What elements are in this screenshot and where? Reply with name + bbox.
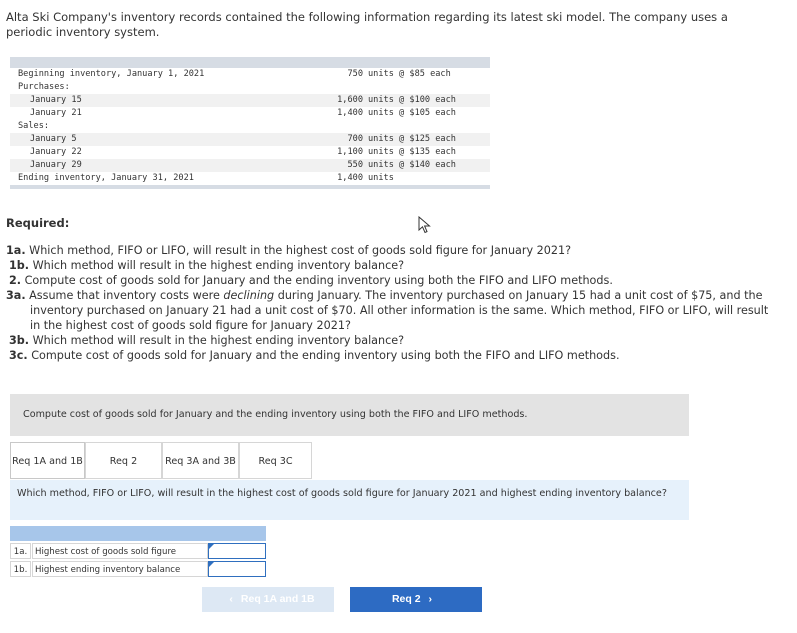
inventory-row-label: Beginning inventory, January 1, 2021 [18,69,205,79]
inventory-row-detail: units @ $135 each [368,147,456,157]
next-button[interactable] [350,587,482,612]
question-item [6,243,776,258]
question-emphasis: declining [223,289,275,302]
question-number: 3b. [9,334,30,347]
inventory-row-qty: 1,400 [337,173,363,183]
inventory-row [10,81,490,94]
question-item [6,273,776,288]
tab-req-3a-3b[interactable]: Req 3A and 3B [162,442,239,479]
intro-text: Alta Ski Company's inventory records contained the following information regarding its latest ski model. The company uses a periodic inventory system. [6,10,728,39]
tab-req-1a-1b[interactable]: Req 1A and 1B [10,442,85,479]
inventory-row [10,146,490,159]
highest-ending-inventory-dropdown[interactable] [208,561,266,577]
answer-row-number: 1a. [10,543,31,559]
instruction-banner: Compute cost of goods sold for January and the ending inventory using both the FIFO and LIFO methods. [10,394,689,436]
inventory-row-label: January 5 [30,134,77,144]
question-item [6,258,776,273]
inventory-row-qty: 700 [347,134,363,144]
inventory-row-detail: units @ $100 each [368,95,456,105]
question-number: 2. [9,274,22,287]
question-text: Compute cost of goods sold for January and the ending inventory using both the FIFO and LIFO methods. [24,274,613,287]
inventory-row-detail: units @ $85 each [368,69,451,79]
question-item [6,333,776,348]
inventory-row-detail: units [368,173,394,183]
inventory-row-qty: 1,400 [337,108,363,118]
answer-row-label: Highest ending inventory balance [32,561,208,577]
tab-req-3c[interactable]: Req 3C [239,442,312,479]
question-text: Which method, FIFO or LIFO, will result in the highest cost of goods sold figure for January 2021? [29,244,572,257]
answer-row [10,543,266,561]
inventory-row-detail: units @ $125 each [368,134,456,144]
inventory-row [10,68,490,81]
question-item [6,348,776,363]
question-text: Which method will result in the highest ending inventory balance? [32,259,405,272]
inventory-row [10,120,490,133]
previous-button-label: Req 1A and 1B [240,593,315,605]
question-text-continued: during January. The inventory purchased on January 15 had a unit cost of $75, and the [277,289,763,302]
answer-table [10,543,266,579]
question-continuation: inventory purchased on January 21 had a unit cost of $70. All other information is the same. Which method, FIFO or LIFO, will result in the highest cost of goods sold figure for January 2021? [30,304,769,332]
inventory-row-label: January 22 [30,147,82,157]
inventory-row-qty: 750 [347,69,363,79]
inventory-row-qty: 550 [347,160,363,170]
inventory-row-label: January 29 [30,160,82,170]
question-number: 3c. [9,349,28,362]
tab-req-2[interactable]: Req 2 [85,442,162,479]
previous-button[interactable] [202,587,334,612]
chevron-right-icon: › [428,593,433,605]
inventory-row-qty: 1,600 [337,95,363,105]
inventory-row [10,94,490,107]
inventory-row-qty: 1,100 [337,147,363,157]
inventory-row-detail: units @ $105 each [368,108,456,118]
highest-cogs-dropdown[interactable] [208,543,266,559]
answer-row-label: Highest cost of goods sold figure [32,543,208,559]
inventory-row [10,172,490,185]
chevron-left-icon: ‹ [229,593,233,605]
current-question: Which method, FIFO or LIFO, will result in the highest cost of goods sold figure for January 2021 and highest ending inventory balance? [10,480,689,520]
question-text: Compute cost of goods sold for January and the ending inventory using both the FIFO and LIFO methods. [31,349,620,362]
inventory-row-label: Sales: [18,121,50,131]
questions-list [6,243,776,363]
inventory-row-label: January 15 [30,95,82,105]
inventory-row-label: January 21 [30,108,82,118]
inventory-row-label: Purchases: [18,82,70,92]
inventory-row [10,159,490,172]
question-number: 1a. [6,244,26,257]
question-number: 1b. [9,259,30,272]
answer-row-number: 1b. [10,561,31,577]
inventory-table [10,57,490,189]
required-heading: Required: [6,216,70,230]
question-text: Assume that inventory costs were [29,289,220,302]
inventory-row [10,133,490,146]
question-text: Which method will result in the highest ending inventory balance? [32,334,405,347]
question-number: 3a. [6,289,26,302]
inventory-row-detail: units @ $140 each [368,160,456,170]
answer-row [10,561,266,579]
question-item [6,288,776,333]
answer-table-header [10,526,266,541]
inventory-row [10,107,490,120]
inventory-row-label: Ending inventory, January 31, 2021 [18,173,194,183]
next-button-label: Req 2 [391,593,421,605]
mouse-pointer-icon [418,216,432,234]
